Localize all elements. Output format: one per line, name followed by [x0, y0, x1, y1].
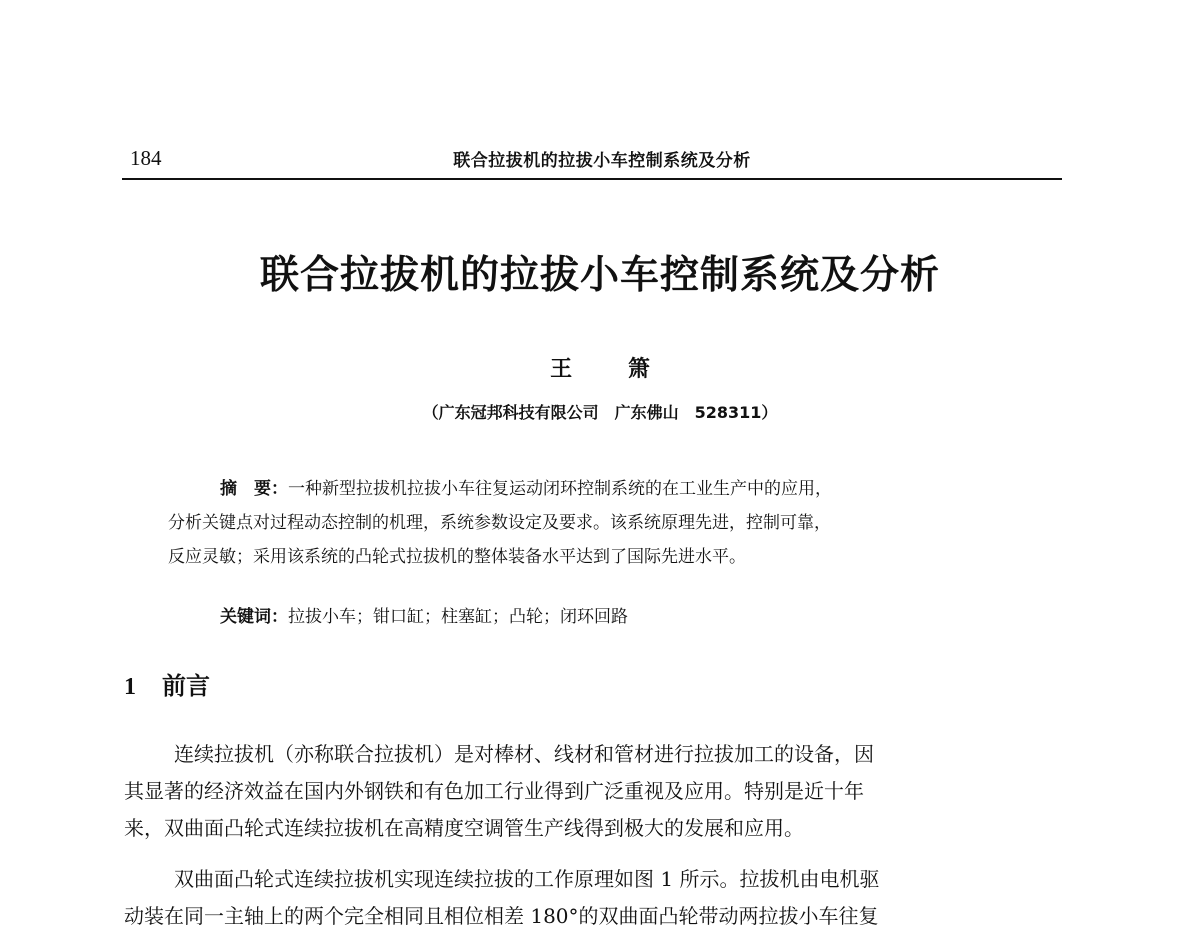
body-para2-line-1: 双曲面凸轮式连续拉拔机实现连续拉拔的工作原理如图 1 所示。拉拔机由电机驱	[174, 867, 880, 891]
body-para1-line-2: 其显著的经济效益在国内外钢铁和有色加工行业得到广泛重视及应用。特别是近十年	[124, 779, 864, 803]
section-title: 前言	[162, 672, 210, 700]
keywords	[220, 602, 628, 627]
body-para2-line-2: 动装在同一主轴上的两个完全相同且相位相差 180°的双曲面凸轮带动两拉拔小车往复	[124, 904, 879, 928]
section-heading	[124, 666, 210, 701]
keywords-text: 拉拔小车；钳口缸；柱塞缸；凸轮；闭环回路	[288, 607, 628, 627]
abstract-line-2: 分析关键点对过程动态控制的机理，系统参数设定及要求。该系统原理先进，控制可靠，	[168, 513, 831, 533]
paper-title: 联合拉拔机的拉拔小车控制系统及分析	[259, 252, 940, 298]
abstract-line-1	[168, 472, 1048, 506]
section-number: 1	[124, 674, 136, 700]
running-header	[122, 138, 1062, 178]
author-affiliation: （广东冠邦科技有限公司 广东佛山 528311）	[422, 403, 778, 422]
body-para1-line-1: 连续拉拔机（亦称联合拉拔机）是对棒材、线材和管材进行拉拔加工的设备，因	[174, 742, 874, 766]
keywords-label: 关键词：	[220, 607, 288, 627]
header-rule	[122, 178, 1062, 180]
abstract-label: 摘 要：	[220, 479, 288, 499]
author-name: 王 箫	[550, 356, 674, 382]
body-text	[124, 736, 1070, 935]
body-para1-line-3: 来，双曲面凸轮式连续拉拔机在高精度空调管生产线得到极大的发展和应用。	[124, 816, 804, 840]
abstract-text-1: 一种新型拉拔机拉拔小车往复运动闭环控制系统的在工业生产中的应用，	[288, 479, 832, 499]
abstract-line-3: 反应灵敏；采用该系统的凸轮式拉拔机的整体装备水平达到了国际先进水平。	[168, 547, 746, 567]
running-title: 联合拉拔机的拉拔小车控制系统及分析	[453, 151, 751, 171]
page-number: 184	[130, 146, 162, 170]
abstract	[168, 472, 1048, 574]
